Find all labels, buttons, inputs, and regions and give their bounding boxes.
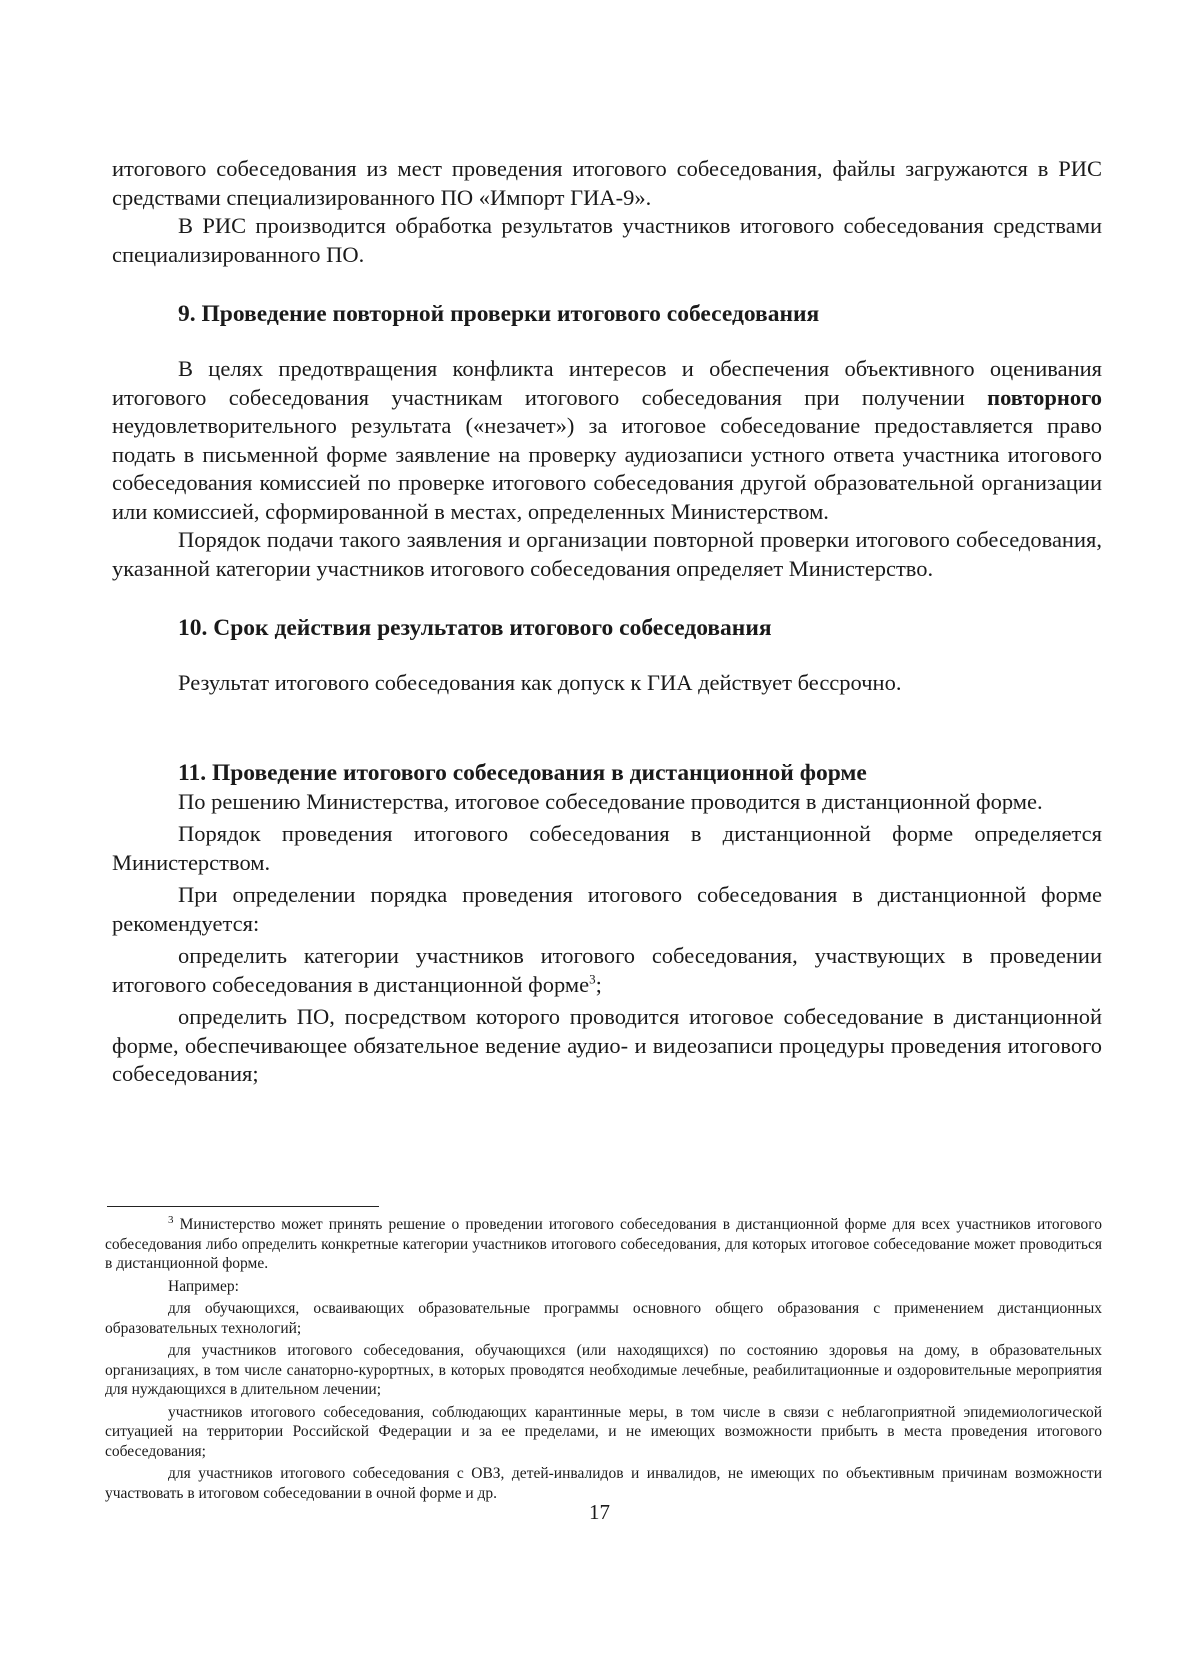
footnote-separator [107, 1206, 379, 1207]
document-body [112, 155, 1102, 1089]
paragraph-text: определить категории участников итогового собеседования, участвующих в проведении итогового собеседования в дистанционной форме [112, 943, 1102, 997]
footnotes [105, 1215, 1102, 1506]
paragraph-continuation: итогового собеседования из мест проведения итогового собеседования, файлы загружаются в РИС средствами специализированного ПО «Импорт ГИА-9». [112, 156, 1102, 210]
footnote-example-label: Например: [168, 1277, 239, 1295]
paragraph-result-validity: Результат итогового собеседования как допуск к ГИА действует бессрочно. [178, 670, 902, 695]
paragraph-text: неудовлетворительного результата («незачет») за итоговое собеседование предоставляется право подать в письменной форме заявление на проверку аудиозаписи устного ответа участника итогового собеседования комиссией по проверке итогового собеседования другой образовательной организации или комиссией, сформированной в местах, определенных Министерством. [112, 413, 1102, 524]
page-number: 17 [589, 1500, 610, 1524]
paragraph-recommendation: При определении порядка проведения итогового собеседования в дистанционной форме рекомендуется: [112, 882, 1102, 936]
footnote-main [105, 1215, 1102, 1274]
paragraph-ministry-decision: По решению Министерства, итоговое собеседование проводится в дистанционной форме. [178, 788, 1043, 814]
paragraph-define-categories [112, 942, 1102, 999]
footnote-item: для обучающихся, осваивающих образовательные программы основного общего образования с применением дистанционных образовательных технологий; [105, 1300, 1102, 1337]
section-heading-9: 9. Проведение повторной проверки итогового собеседования [178, 301, 820, 327]
paragraph-ris-processing: В РИС производится обработка результатов участников итогового собеседования средствами специализированного ПО. [112, 213, 1102, 267]
footnote-text: Министерство может принять решение о проведении итогового собеседования в дистанционной форме для всех участников итогового собеседования либо определить конкретные категории участников итогового собеседования, для которых итоговое собеседование может проводиться в дистанционной форме. [105, 1216, 1102, 1272]
footnote-marker: 3 [168, 1213, 174, 1226]
paragraph-procedure-defined: Порядок проведения итогового собеседования в дистанционной форме определяется Министерством. [112, 821, 1102, 875]
paragraph-text: В целях предотвращения конфликта интересов и обеспечения объективного оценивания итогового собеседования участникам итогового собеседования при получении [112, 356, 1102, 410]
section-heading-10: 10. Срок действия результатов итогового собеседования [178, 615, 772, 641]
footnote-reference: 3 [589, 971, 596, 986]
footnote-item: для участников итогового собеседования с ОВЗ, детей-инвалидов и инвалидов, не имеющих по объективным причинам возможности участвовать в итоговом собеседовании в очной форме и др. [105, 1465, 1102, 1502]
bold-emphasis: повторного [987, 384, 1102, 410]
paragraph-define-software: определить ПО, посредством которого проводится итоговое собеседование в дистанционной форме, обеспечивающее обязательное ведение аудио- и видеозаписи процедуры проведения итогового собеседования; [112, 1004, 1102, 1086]
section-heading-11: 11. Проведение итогового собеседования в дистанционной форме [178, 759, 867, 786]
paragraph-text: ; [595, 971, 602, 997]
paragraph-conflict-of-interest [112, 355, 1102, 526]
footnote-item: участников итогового собеседования, соблюдающих карантинные меры, в том числе в связи с неблагоприятной эпидемиологической ситуацией на территории Российской Федерации и за ее пределами, и не имеющих возможности прибыть в места проведения итогового собеседования; [105, 1403, 1102, 1460]
footnote-item: для участников итогового собеседования, обучающихся (или находящихся) по состоянию здоровья на дому, в образовательных организациях, в том числе санаторно-курортных, в которых проводятся необходимые лечебные, реабилитационные и оздоровительные мероприятия для нуждающихся в длительном лечении; [105, 1342, 1102, 1398]
paragraph-application-procedure: Порядок подачи такого заявления и организации повторной проверки итогового собеседования, указанной категории участников итогового собеседования определяет Министерство. [112, 527, 1102, 581]
